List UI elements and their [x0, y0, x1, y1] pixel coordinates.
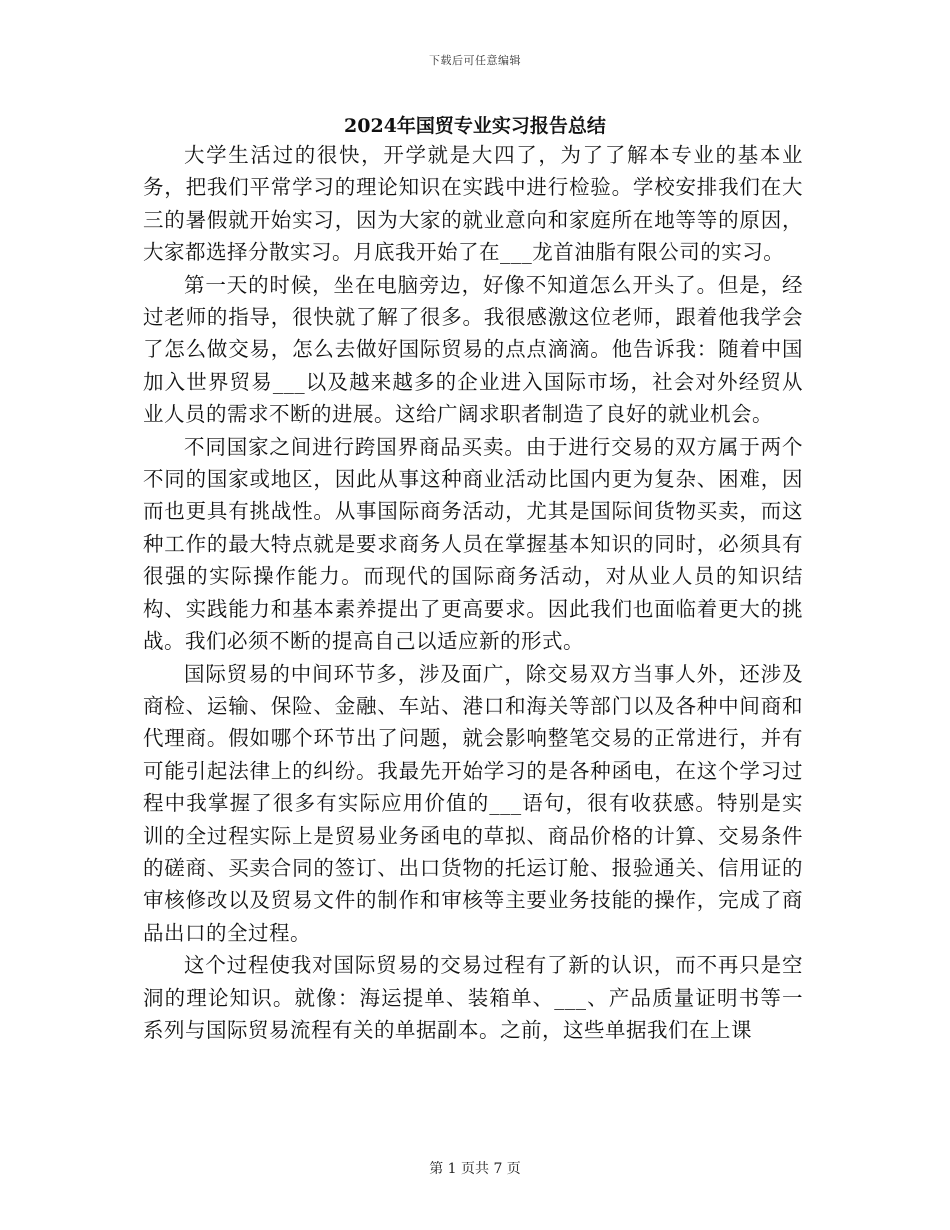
body-paragraph-1: 大学生活过的很快，开学就是大四了，为了了解本专业的基本业务，把我们平常学习的理论知识在实践中进行检验。学校安排我们在大三的暑假就开始实习，因为大家的就业意向和家庭所在地等等的原因，大家都选择分散实习。月底我开始了在___龙首油脂有限公司的实习。	[143, 143, 803, 265]
page-number-footer: 第 1 页共 7 页	[429, 1161, 521, 1177]
body-paragraph-5: 这个过程使我对国际贸易的交易过程有了新的认识，而不再只是空洞的理论知识。就像：海运提单、装箱单、___、产品质量证明书等一系列与国际贸易流程有关的单据副本。之前，这些单据我们在上课	[143, 953, 803, 1042]
document-body	[143, 139, 803, 1046]
body-paragraph-4: 国际贸易的中间环节多，涉及面广，除交易双方当事人外，还涉及商检、运输、保险、金融、车站、港口和海关等部门以及各种中间商和代理商。假如哪个环节出了问题，就会影响整笔交易的正常进行，并有可能引起法律上的纠纷。我最先开始学习的是各种函电，在这个学习过程中我掌握了很多有实际应用价值的___语句，很有收获感。特别是实训的全过程实际上是贸易业务函电的草拟、商品价格的计算、交易条件的磋商、买卖合同的签订、出口货物的托运订舱、报验通关、信用证的审核修改以及贸易文件的制作和审核等主要业务技能的操作，完成了商品出口的全过程。	[143, 661, 803, 945]
body-paragraph-3: 不同国家之间进行跨国界商品买卖。由于进行交易的双方属于两个不同的国家或地区，因此从事这种商业活动比国内更为复杂、困难，因而也更具有挑战性。从事国际商务活动，尤其是国际间货物买卖，而这种工作的最大特点就是要求商务人员在掌握基本知识的同时，必须具有很强的实际操作能力。而现代的国际商务活动，对从业人员的知识结构、实践能力和基本素养提出了更高要求。因此我们也面临着更大的挑战。我们必须不断的提高自己以适应新的形式。	[143, 434, 803, 654]
page-header-note: 下载后可任意编辑	[429, 54, 521, 67]
document-title: 2024年国贸专业实习报告总结	[344, 115, 606, 137]
body-paragraph-2: 第一天的时候，坐在电脑旁边，好像不知道怎么开头了。但是，经过老师的指导，很快就了解了很多。我很感激这位老师，跟着他我学会了怎么做交易，怎么去做好国际贸易的点点滴滴。他告诉我：随着中国加入世界贸易___以及越来越多的企业进入国际市场，社会对外经贸从业人员的需求不断的进展。这给广阔求职者制造了良好的就业机会。	[143, 272, 803, 427]
